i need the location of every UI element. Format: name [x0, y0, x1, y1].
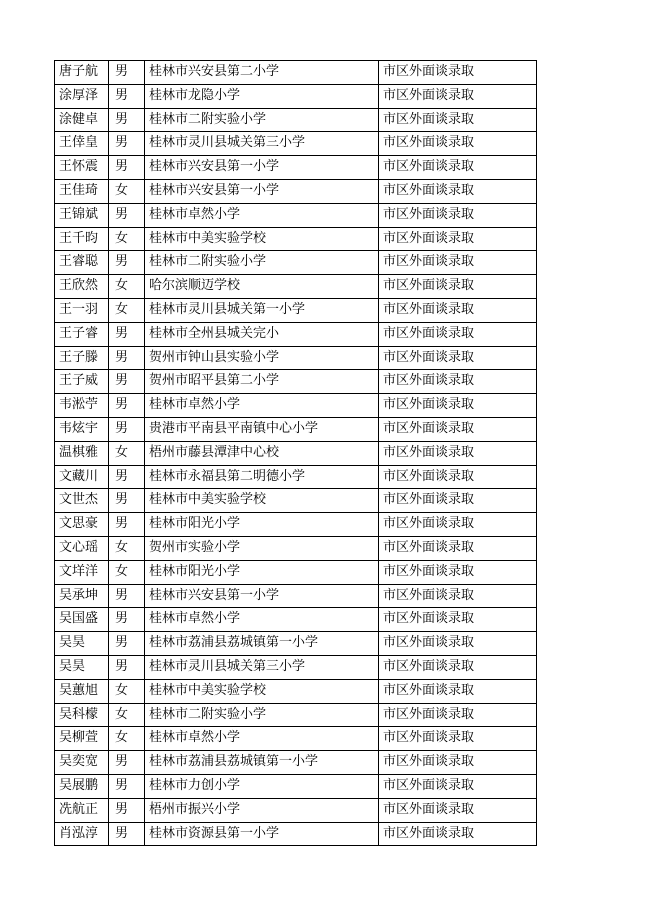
school-cell: 哈尔滨顺迈学校 [145, 275, 379, 299]
table-row [55, 322, 537, 346]
admission-status-cell: 市区外面谈录取 [379, 394, 537, 418]
admission-status-cell: 市区外面谈录取 [379, 703, 537, 727]
table-row [55, 632, 537, 656]
gender-cell: 男 [109, 417, 145, 441]
school-cell: 桂林市全州县城关完小 [145, 322, 379, 346]
student-name-cell: 吴国盛 [55, 608, 109, 632]
table-row [55, 703, 537, 727]
student-name-cell: 吴奕宽 [55, 751, 109, 775]
table-row [55, 132, 537, 156]
admission-status-cell: 市区外面谈录取 [379, 298, 537, 322]
gender-cell: 男 [109, 584, 145, 608]
admission-status-cell: 市区外面谈录取 [379, 370, 537, 394]
gender-cell: 男 [109, 798, 145, 822]
student-name-cell: 吴展鹏 [55, 774, 109, 798]
gender-cell: 男 [109, 203, 145, 227]
school-cell: 贺州市昭平县第二小学 [145, 370, 379, 394]
table-row [55, 679, 537, 703]
admission-status-cell: 市区外面谈录取 [379, 108, 537, 132]
admission-status-cell: 市区外面谈录取 [379, 251, 537, 275]
school-cell: 桂林市灵川县城关第一小学 [145, 298, 379, 322]
table-row [55, 156, 537, 180]
student-name-cell: 文世杰 [55, 489, 109, 513]
table-row [55, 203, 537, 227]
student-name-cell: 王睿聪 [55, 251, 109, 275]
school-cell: 桂林市永福县第二明德小学 [145, 465, 379, 489]
table-row [55, 251, 537, 275]
student-name-cell: 温棋雅 [55, 441, 109, 465]
student-name-cell: 吴昊 [55, 655, 109, 679]
gender-cell: 女 [109, 679, 145, 703]
gender-cell: 男 [109, 489, 145, 513]
table-row [55, 108, 537, 132]
school-cell: 桂林市中美实验学校 [145, 679, 379, 703]
gender-cell: 女 [109, 536, 145, 560]
gender-cell: 男 [109, 370, 145, 394]
gender-cell: 女 [109, 227, 145, 251]
admission-status-cell: 市区外面谈录取 [379, 751, 537, 775]
table-row [55, 298, 537, 322]
table-row [55, 774, 537, 798]
admission-roster-table [54, 60, 537, 846]
school-cell: 桂林市龙隐小学 [145, 84, 379, 108]
admission-status-cell: 市区外面谈录取 [379, 84, 537, 108]
admission-status-cell: 市区外面谈录取 [379, 774, 537, 798]
student-name-cell: 王欣然 [55, 275, 109, 299]
gender-cell: 女 [109, 703, 145, 727]
admission-status-cell: 市区外面谈录取 [379, 61, 537, 85]
student-name-cell: 王怀震 [55, 156, 109, 180]
student-name-cell: 冼航正 [55, 798, 109, 822]
gender-cell: 男 [109, 84, 145, 108]
school-cell: 桂林市荔浦县荔城镇第一小学 [145, 751, 379, 775]
gender-cell: 男 [109, 61, 145, 85]
school-cell: 桂林市卓然小学 [145, 727, 379, 751]
student-name-cell: 王子威 [55, 370, 109, 394]
admission-status-cell: 市区外面谈录取 [379, 465, 537, 489]
admission-status-cell: 市区外面谈录取 [379, 132, 537, 156]
table-row [55, 798, 537, 822]
table-row [55, 727, 537, 751]
table-row [55, 655, 537, 679]
table-row [55, 179, 537, 203]
school-cell: 桂林市兴安县第一小学 [145, 584, 379, 608]
gender-cell: 男 [109, 751, 145, 775]
student-name-cell: 韦炫宇 [55, 417, 109, 441]
gender-cell: 女 [109, 727, 145, 751]
student-name-cell: 韦淞苧 [55, 394, 109, 418]
table-row [55, 536, 537, 560]
student-name-cell: 吴昊 [55, 632, 109, 656]
student-name-cell: 吴承坤 [55, 584, 109, 608]
table-row [55, 751, 537, 775]
admission-status-cell: 市区外面谈录取 [379, 655, 537, 679]
student-name-cell: 唐子航 [55, 61, 109, 85]
admission-status-cell: 市区外面谈录取 [379, 536, 537, 560]
admission-status-cell: 市区外面谈录取 [379, 513, 537, 537]
gender-cell: 男 [109, 251, 145, 275]
school-cell: 桂林市兴安县第二小学 [145, 61, 379, 85]
school-cell: 贵港市平南县平南镇中心小学 [145, 417, 379, 441]
school-cell: 桂林市阳光小学 [145, 560, 379, 584]
gender-cell: 男 [109, 156, 145, 180]
admission-status-cell: 市区外面谈录取 [379, 608, 537, 632]
admission-status-cell: 市区外面谈录取 [379, 275, 537, 299]
student-name-cell: 吴柳萱 [55, 727, 109, 751]
table-row [55, 417, 537, 441]
school-cell: 桂林市卓然小学 [145, 203, 379, 227]
gender-cell: 男 [109, 322, 145, 346]
gender-cell: 女 [109, 298, 145, 322]
school-cell: 桂林市灵川县城关第三小学 [145, 132, 379, 156]
admission-status-cell: 市区外面谈录取 [379, 441, 537, 465]
admission-status-cell: 市区外面谈录取 [379, 346, 537, 370]
school-cell: 桂林市灵川县城关第三小学 [145, 655, 379, 679]
school-cell: 桂林市中美实验学校 [145, 227, 379, 251]
student-name-cell: 涂厚泽 [55, 84, 109, 108]
school-cell: 桂林市二附实验小学 [145, 703, 379, 727]
admission-status-cell: 市区外面谈录取 [379, 417, 537, 441]
school-cell: 桂林市力创小学 [145, 774, 379, 798]
gender-cell: 女 [109, 275, 145, 299]
table-row [55, 394, 537, 418]
admission-status-cell: 市区外面谈录取 [379, 179, 537, 203]
admission-status-cell: 市区外面谈录取 [379, 798, 537, 822]
student-name-cell: 王千昀 [55, 227, 109, 251]
student-name-cell: 肖泓淳 [55, 822, 109, 846]
table-row [55, 275, 537, 299]
table-row [55, 465, 537, 489]
school-cell: 桂林市中美实验学校 [145, 489, 379, 513]
school-cell: 桂林市阳光小学 [145, 513, 379, 537]
student-name-cell: 吴蕙旭 [55, 679, 109, 703]
student-name-cell: 王锦斌 [55, 203, 109, 227]
gender-cell: 男 [109, 608, 145, 632]
admission-status-cell: 市区外面谈录取 [379, 227, 537, 251]
gender-cell: 男 [109, 822, 145, 846]
table-row [55, 584, 537, 608]
school-cell: 梧州市振兴小学 [145, 798, 379, 822]
gender-cell: 男 [109, 394, 145, 418]
student-name-cell: 涂健卓 [55, 108, 109, 132]
student-name-cell: 文思豪 [55, 513, 109, 537]
table-row [55, 61, 537, 85]
admission-status-cell: 市区外面谈录取 [379, 632, 537, 656]
gender-cell: 女 [109, 560, 145, 584]
roster-body [55, 61, 537, 846]
gender-cell: 男 [109, 655, 145, 679]
school-cell: 桂林市二附实验小学 [145, 251, 379, 275]
admission-status-cell: 市区外面谈录取 [379, 203, 537, 227]
table-row [55, 227, 537, 251]
student-name-cell: 王子滕 [55, 346, 109, 370]
student-name-cell: 王子睿 [55, 322, 109, 346]
gender-cell: 男 [109, 132, 145, 156]
admission-status-cell: 市区外面谈录取 [379, 822, 537, 846]
gender-cell: 男 [109, 513, 145, 537]
school-cell: 桂林市二附实验小学 [145, 108, 379, 132]
student-name-cell: 文藏川 [55, 465, 109, 489]
table-row [55, 346, 537, 370]
admission-status-cell: 市区外面谈录取 [379, 156, 537, 180]
table-row [55, 489, 537, 513]
school-cell: 梧州市藤县潭津中心校 [145, 441, 379, 465]
school-cell: 贺州市实验小学 [145, 536, 379, 560]
school-cell: 桂林市兴安县第一小学 [145, 179, 379, 203]
school-cell: 贺州市钟山县实验小学 [145, 346, 379, 370]
admission-status-cell: 市区外面谈录取 [379, 322, 537, 346]
student-name-cell: 王佳琦 [55, 179, 109, 203]
school-cell: 桂林市卓然小学 [145, 394, 379, 418]
student-name-cell: 文垟洋 [55, 560, 109, 584]
school-cell: 桂林市荔浦县荔城镇第一小学 [145, 632, 379, 656]
table-row [55, 84, 537, 108]
admission-status-cell: 市区外面谈录取 [379, 727, 537, 751]
table-row [55, 513, 537, 537]
gender-cell: 男 [109, 774, 145, 798]
gender-cell: 女 [109, 441, 145, 465]
student-name-cell: 王倖皇 [55, 132, 109, 156]
student-name-cell: 文心瑶 [55, 536, 109, 560]
admission-status-cell: 市区外面谈录取 [379, 584, 537, 608]
school-cell: 桂林市卓然小学 [145, 608, 379, 632]
admission-status-cell: 市区外面谈录取 [379, 560, 537, 584]
school-cell: 桂林市兴安县第一小学 [145, 156, 379, 180]
gender-cell: 男 [109, 346, 145, 370]
school-cell: 桂林市资源县第一小学 [145, 822, 379, 846]
gender-cell: 女 [109, 179, 145, 203]
admission-status-cell: 市区外面谈录取 [379, 489, 537, 513]
table-row [55, 370, 537, 394]
table-row [55, 560, 537, 584]
table-row [55, 822, 537, 846]
student-name-cell: 吴科檬 [55, 703, 109, 727]
admission-status-cell: 市区外面谈录取 [379, 679, 537, 703]
table-row [55, 441, 537, 465]
gender-cell: 男 [109, 465, 145, 489]
gender-cell: 男 [109, 632, 145, 656]
student-name-cell: 王一羽 [55, 298, 109, 322]
table-row [55, 608, 537, 632]
gender-cell: 男 [109, 108, 145, 132]
